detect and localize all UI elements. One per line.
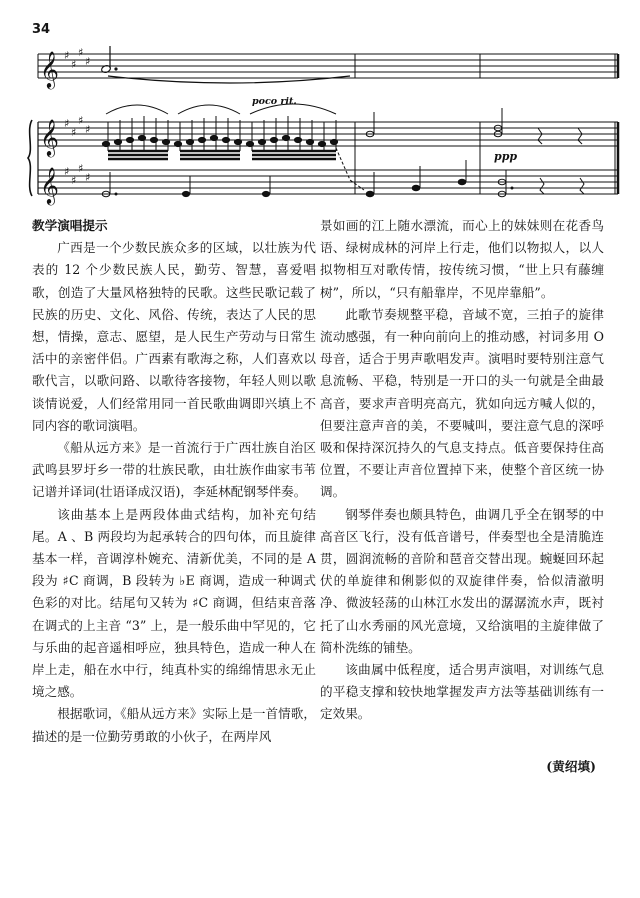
piano-chords xyxy=(366,108,582,144)
page-number: 34 xyxy=(32,22,51,37)
paragraph: 根据歌词，《船从远方来》实际上是一首情歌，描述的是一位勤劳勇敢的小伙子，在两岸风 xyxy=(32,706,316,744)
svg-text:♯: ♯ xyxy=(85,55,91,68)
paragraph-continuation: 景如画的江上随水漂流，而心上的妹妹则在花香鸟语、绿树成林的河岸上行走，他们以物拟人，以人拟物相互对歌传情，按传统习惯，“世上只有藤缠树”，所以，“只有船靠岸，不见岸靠船”。 xyxy=(320,218,604,300)
vocal-staff xyxy=(38,54,618,78)
tempo-marking: poco rit. xyxy=(252,96,297,107)
svg-text:♯: ♯ xyxy=(64,49,70,62)
author-signature: (黄绍填) xyxy=(546,758,596,774)
svg-text:♯: ♯ xyxy=(85,171,91,184)
right-column xyxy=(320,215,604,778)
treble-clef-icon: 𝄞 xyxy=(40,118,59,156)
key-signature-sharps xyxy=(64,46,90,187)
treble-clef-icon: 𝄞 xyxy=(40,166,59,204)
paragraph: 《船从远方来》是一首流行于广西壮族自治区武鸣县罗圩乡一带的壮族民歌，由壮族作曲家韦苇记谱并译词(壮语译成汉语)，李延林配钢琴伴奏。 xyxy=(32,440,316,500)
paragraph: 广西是一个少数民族众多的区域，以壮族为代表的 12 个少数民族人民，勤劳、智慧，喜爱唱歌，创造了大量风格独特的民歌。这些民歌记载了民族的历史、文化、风俗、传统，表达了人民的思想，情操，意志、愿望，是人民生产劳动与日常生活中的亲密伴侣。广西素有歌海之称，人们喜欢以歌代言，以歌问路、以歌待客接物，年轻人则以歌谈情说爱，人们经常用同一首民歌曲调即兴填上不同内容的歌词演唱。 xyxy=(32,240,316,433)
piano-staff-upper xyxy=(38,122,618,146)
left-column xyxy=(32,215,316,748)
piano-bass-notes xyxy=(102,160,584,197)
svg-text:♯: ♯ xyxy=(64,165,70,178)
dynamic-marking: ppp xyxy=(494,150,518,163)
svg-text:♯: ♯ xyxy=(85,123,91,136)
paragraph: 该曲属中低程度，适合男声演唱，对训练气息的平稳支撑和较快地掌握发声方法等基础训练有一定效果。 xyxy=(320,662,604,722)
music-score xyxy=(20,30,620,220)
paragraph: 钢琴伴奏也颇具特色，曲调几乎全在钢琴的中高音区飞行，没有低音谱号，伴奏型也全是清脆连贯，圆润流畅的音阶和琶音交替出现。蜿蜒回环起伏的单旋律和俐影似的双旋律伴奏，恰似清澈明净、微波轻荡的山林江水发出的潺潺流水声，既衬托了山水秀丽的风光意境，又给演唱的主旋律做了简朴洗练的铺垫。 xyxy=(320,506,604,655)
svg-text:♯: ♯ xyxy=(71,126,77,139)
piano-arpeggio-figures xyxy=(102,104,364,190)
paragraph: 该曲基本上是两段体曲式结构，加补充句结尾。A 、B 两段均为起承转合的四句体，而且旋律基本一样，音调淳朴婉充、清新优美，不同的是 A 段为 ♯C 商调，B 段转为 ♭E 商调，造成一种调式色彩的对比。结尾句又转为 ♯C 商调，但结束音落在调式的上主音 “3” 上，是一般乐曲中罕见的，它与乐曲的起音遥相呼应，独具特色，造成一种人在岸上走，船在水中行，纯真朴实的绵绵情思永无止境之感。 xyxy=(32,506,316,700)
svg-text:♯: ♯ xyxy=(78,46,84,59)
svg-text:♯: ♯ xyxy=(78,162,84,175)
svg-text:♯: ♯ xyxy=(71,174,77,187)
section-heading: 教学演唱提示 xyxy=(32,218,108,233)
svg-text:♯: ♯ xyxy=(71,58,77,71)
vocal-note xyxy=(101,46,350,83)
svg-text:♯: ♯ xyxy=(64,117,70,130)
piano-staff-lower xyxy=(38,170,618,194)
svg-text:♯: ♯ xyxy=(78,114,84,127)
paragraph: 此歌节奏规整平稳，音域不宽，三拍子的旋律流动感强，有一种向前向上的推动感，衬词多用 O 母音，适合于男声歌唱发声。演唱时要特别注意气息流畅、平稳，特别是一开口的头一句就是全曲最高音，要求声音明亮高亢，犹如向远方喊人似的，但要注意声音的美，不要喊叫，要注意气息的深呼吸和保持深沉持久的气息支持点。低音要保持住高位置，不要让声音位置掉下来，使整个音区统一协调。 xyxy=(320,306,604,500)
treble-clef-icon: 𝄞 xyxy=(40,50,59,88)
